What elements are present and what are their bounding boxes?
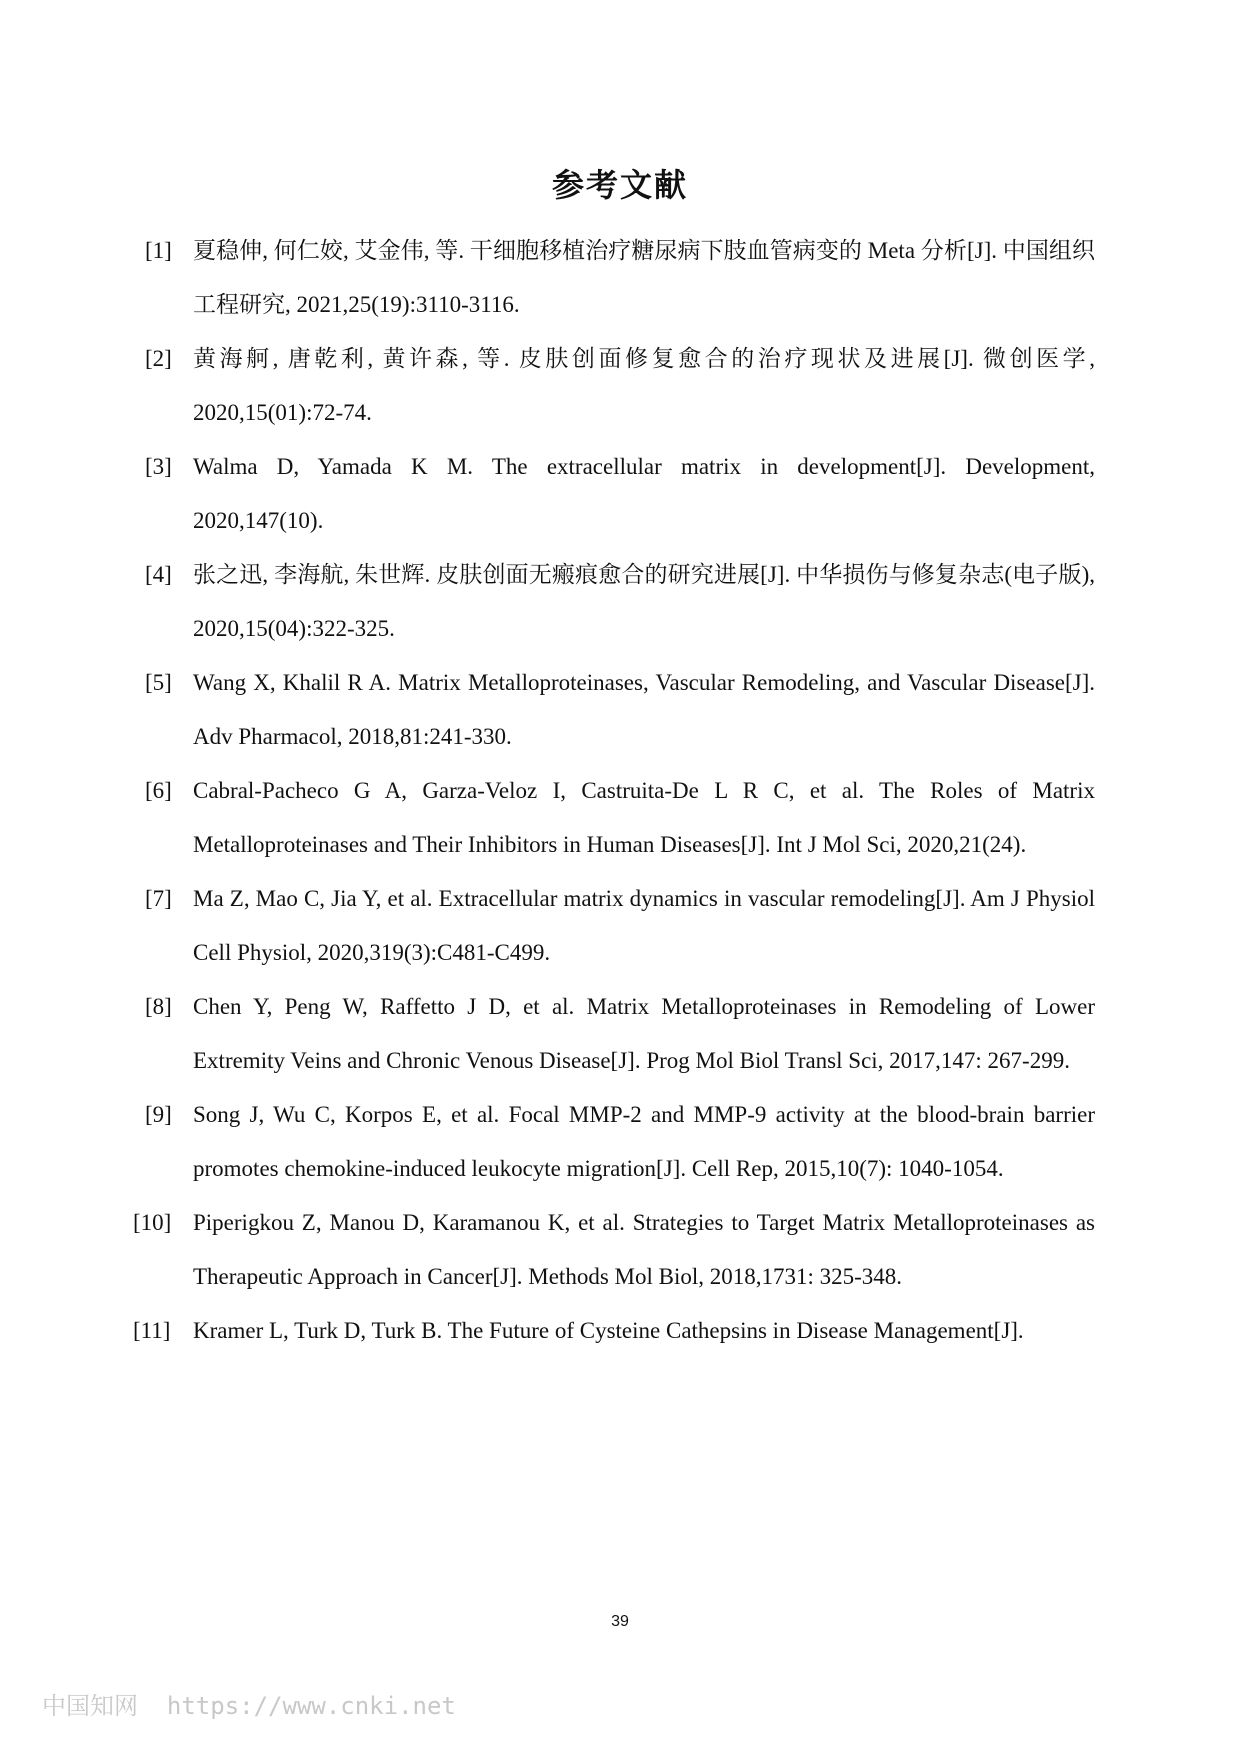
reference-number: [4] [145,562,172,587]
reference-text: Song J, Wu C, Korpos E, et al. Focal MMP-2 and MMP-9 activity at the blood-brain barrier promotes chemokine-induced leukocyte migration[J]. Cell Rep, 2015,10(7): 1040-1054. [193,1102,1095,1181]
reference-text: Wang X, Khalil R A. Matrix Metalloproteinases, Vascular Remodeling, and Vascular Disease[J]. Adv Pharmacol, 2018,81:241-330. [193,670,1095,749]
reference-number: [5] [145,670,172,695]
reference-item [133,1196,1095,1304]
cnki-watermark: 中国知网 https://www.cnki.net [42,1692,456,1720]
reference-text: Cabral-Pacheco G A, Garza-Veloz I, Castruita-De L R C, et al. The Roles of Matrix Metalloproteinases and Their Inhibitors in Human Diseases[J]. Int J Mol Sci, 2020,21(24). [193,778,1095,857]
reference-item [145,440,1095,548]
reference-number: [10] [133,1210,172,1235]
reference-number: [7] [145,886,172,911]
reference-item [145,1088,1095,1196]
reference-item [145,764,1095,872]
reference-number: [2] [145,346,172,371]
reference-text: Kramer L, Turk D, Turk B. The Future of Cysteine Cathepsins in Disease Management[J]. [193,1318,1024,1343]
reference-number: [11] [133,1318,171,1343]
reference-text: 张之迅, 李海航, 朱世辉. 皮肤创面无瘢痕愈合的研究进展[J]. 中华损伤与修复杂志(电子版), 2020,15(04):322-325. [193,562,1095,641]
reference-list [133,224,1095,1358]
reference-item [145,872,1095,980]
reference-text: 黄海舸, 唐乾利, 黄许森, 等. 皮肤创面修复愈合的治疗现状及进展[J]. 微创医学, 2020,15(01):72-74. [193,346,1095,425]
page-title: 参考文献 [551,166,688,204]
reference-item [145,224,1095,332]
reference-text: Walma D, Yamada K M. The extracellular matrix in development[J]. Development, 2020,147(10). [193,454,1095,533]
reference-item [133,1304,1095,1358]
reference-item [145,548,1095,656]
page-number: 39 [611,1613,629,1630]
reference-number: [1] [145,238,172,263]
reference-item [145,656,1095,764]
reference-text: Ma Z, Mao C, Jia Y, et al. Extracellular matrix dynamics in vascular remodeling[J]. Am J Physiol Cell Physiol, 2020,319(3):C481-C499. [193,886,1095,965]
reference-item [145,332,1095,440]
reference-number: [9] [145,1102,172,1127]
reference-number: [8] [145,994,172,1019]
reference-text: Chen Y, Peng W, Raffetto J D, et al. Matrix Metalloproteinases in Remodeling of Lower Extremity Veins and Chronic Venous Disease[J]. Prog Mol Biol Transl Sci, 2017,147: 267-299. [193,994,1095,1073]
reference-item [145,980,1095,1088]
reference-text: Piperigkou Z, Manou D, Karamanou K, et al. Strategies to Target Matrix Metalloproteinases as Therapeutic Approach in Cancer[J]. Methods Mol Biol, 2018,1731: 325-348. [193,1210,1095,1289]
reference-text: 夏稳伸, 何仁姣, 艾金伟, 等. 干细胞移植治疗糖尿病下肢血管病变的 Meta 分析[J]. 中国组织工程研究, 2021,25(19):3110-3116. [193,238,1095,317]
reference-number: [3] [145,454,172,479]
reference-number: [6] [145,778,172,803]
